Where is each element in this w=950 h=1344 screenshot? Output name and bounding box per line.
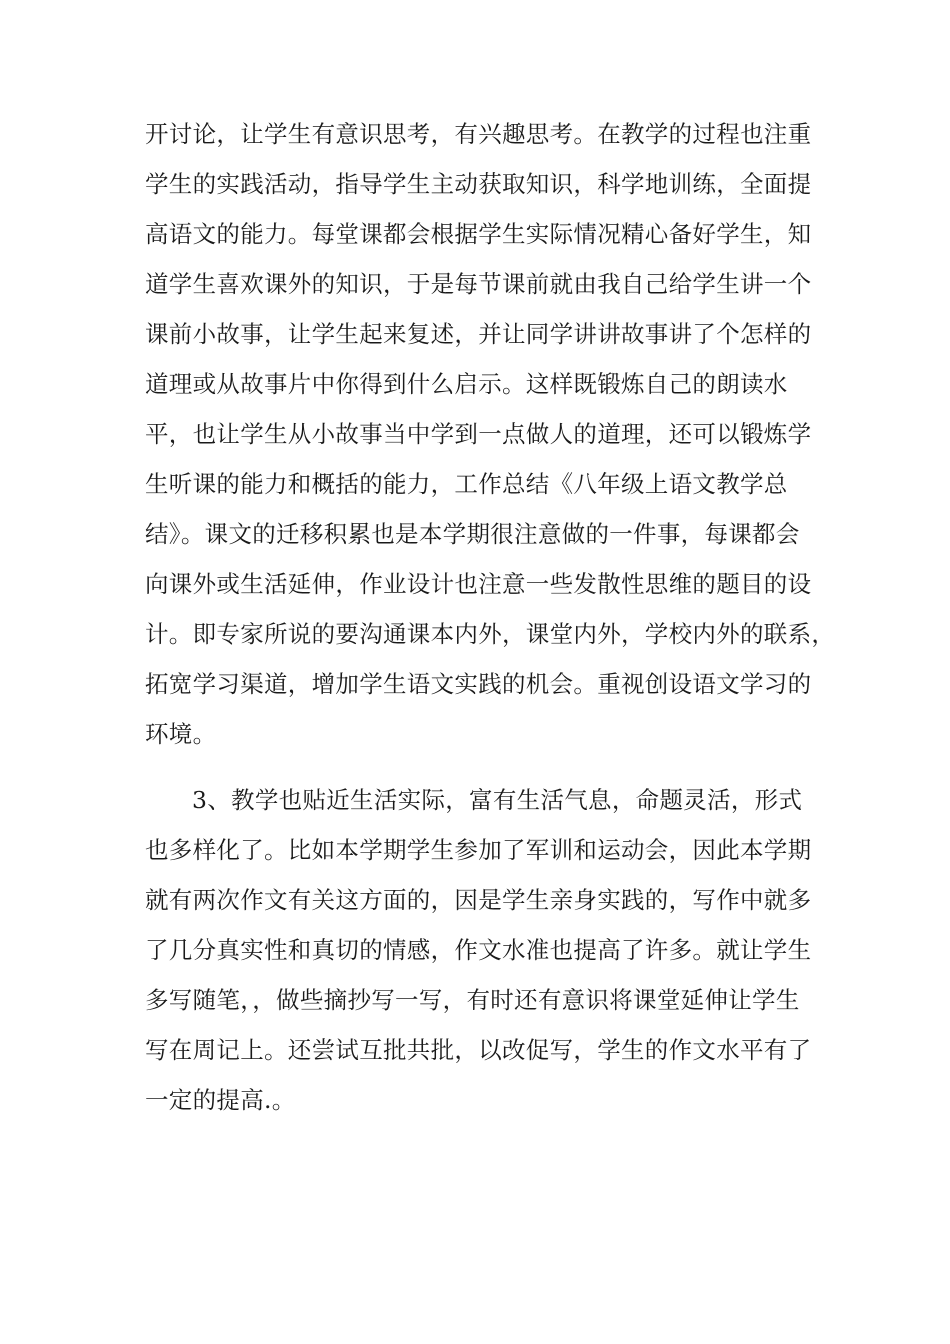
paragraph-1-line: 平，也让学生从小故事当中学到一点做人的道理，还可以锻炼学 [145,420,812,448]
paragraph-2-line: 就有两次作文有关这方面的，因是学生亲身实践的，写作中就多 [145,886,812,914]
paragraph-1-line: 向课外或生活延伸，作业设计也注意一些发散性思维的题目的设 [145,570,812,598]
paragraph-1-line: 环境。 [145,720,217,748]
paragraph-2-line: 写在周记上。还尝试互批共批，以改促写，学生的作文水平有了 [145,1036,812,1064]
paragraph-1-line: 道理或从故事片中你得到什么启示。这样既锻炼自己的朗读水 [145,370,788,398]
paragraph-1-line: 结》。课文的迁移积累也是本学期很注意做的一件事，每课都会 [145,520,800,548]
paragraph-1-line: 开讨论，让学生有意识思考，有兴趣思考。在教学的过程也注重 [145,120,812,148]
paragraph-2-line: 多写随笔，，做些摘抄写一写，有时还有意识将课堂延伸让学生 [145,986,800,1014]
paragraph-1-line: 高语文的能力。每堂课都会根据学生实际情况精心备好学生，知 [145,220,812,248]
paragraph-1-line: 生听课的能力和概括的能力，工作总结《八年级上语文教学总 [145,470,788,498]
paragraph-1-line: 学生的实践活动，指导学生主动获取知识，科学地训练，全面提 [145,170,812,198]
paragraph-2-line: 3、教学也贴近生活实际，富有生活气息，命题灵活，形式 [192,786,803,814]
paragraph-1-line: 计。即专家所说的要沟通课本内外，课堂内外，学校内外的联系， [145,620,836,648]
paragraph-1-line: 课前小故事，让学生起来复述，并让同学讲讲故事讲了个怎样的 [145,320,812,348]
paragraph-2-line: 一定的提高.。 [145,1086,296,1114]
paragraph-1-line: 道学生喜欢课外的知识，于是每节课前就由我自己给学生讲一个 [145,270,812,298]
paragraph-1-line: 拓宽学习渠道，增加学生语文实践的机会。重视创设语文学习的 [145,670,812,698]
paragraph-2-line: 也多样化了。比如本学期学生参加了军训和运动会，因此本学期 [145,836,812,864]
paragraph-2-line: 了几分真实性和真切的情感，作文水准也提高了许多。就让学生 [145,936,812,964]
